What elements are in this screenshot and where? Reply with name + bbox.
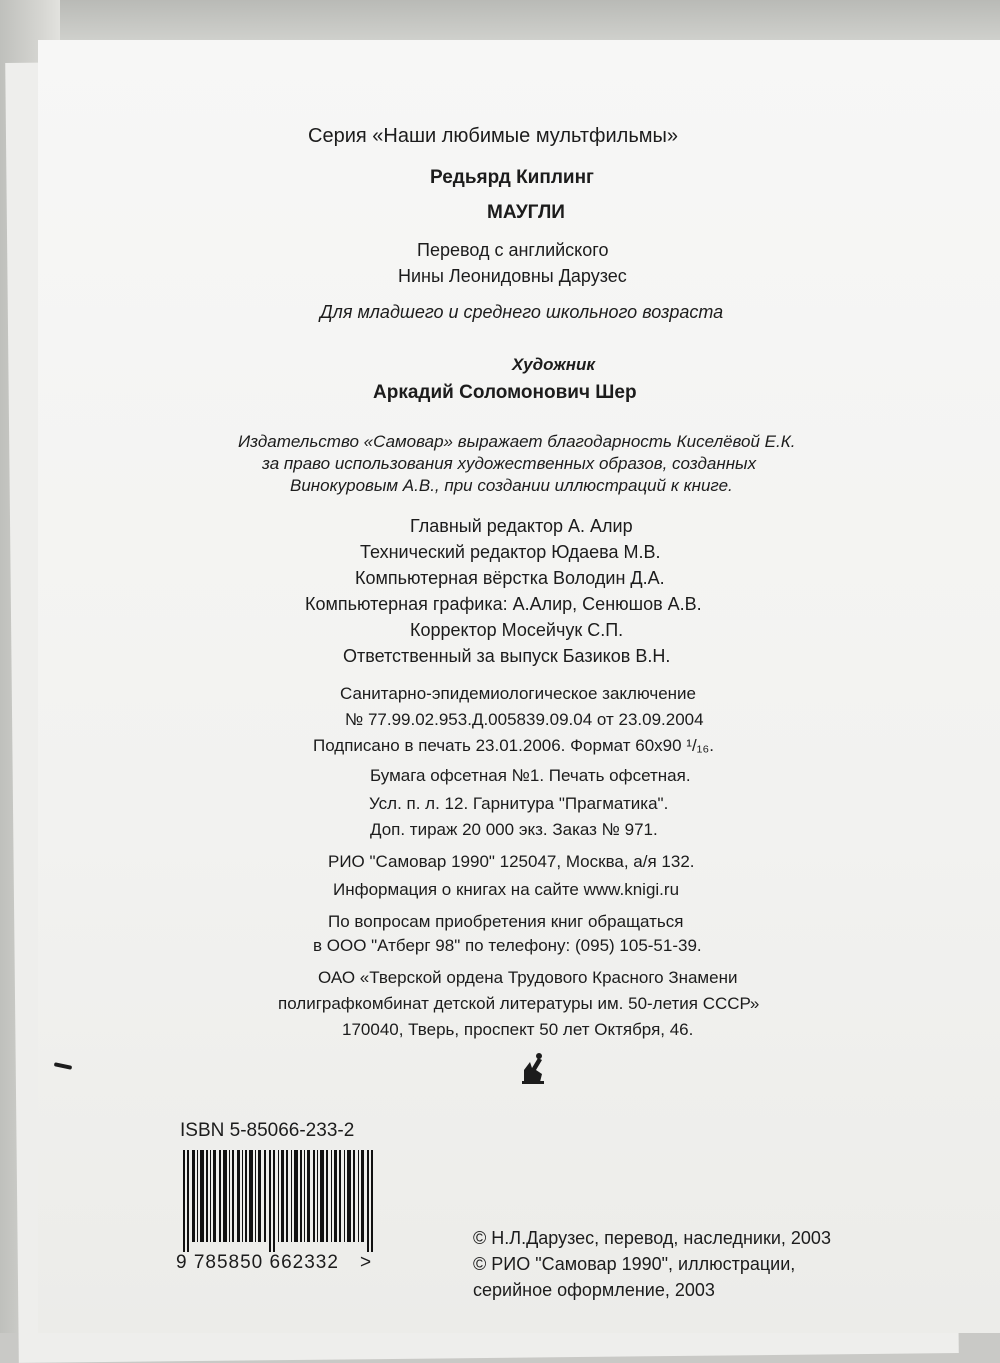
publisher-logo-icon	[520, 1052, 548, 1084]
credit-responsible: Ответственный за выпуск Базиков В.Н.	[343, 646, 671, 666]
printer-line-1: ОАО «Тверской ордена Трудового Красного Знамени	[318, 968, 738, 987]
series-title: Серия «Наши любимые мультфильмы»	[308, 125, 678, 147]
imprint-sanitary-number: № 77.99.02.953.Д.005839.09.04 от 23.09.2004	[345, 710, 704, 729]
barcode-icon	[183, 1150, 375, 1252]
imprint-signed: Подписано в печать 23.01.2006. Формат 60x90 ¹/₁₆.	[313, 736, 714, 755]
purchase-line-1: По вопросам приобретения книг обращаться	[328, 912, 684, 931]
imprint-paper: Бумага офсетная №1. Печать офсетная.	[370, 766, 691, 785]
credit-graphics: Компьютерная графика: А.Алир, Сенюшов А.В.	[305, 594, 702, 614]
pen-mark	[54, 1062, 72, 1070]
credit-tech-editor: Технический редактор Юдаева М.В.	[360, 542, 661, 562]
isbn-number: ISBN 5-85066-233-2	[180, 1120, 355, 1141]
thanks-line-2: за право использования художественных образов, созданных	[262, 454, 757, 473]
copyright-line-1: © Н.Л.Дарузес, перевод, наследники, 2003	[473, 1228, 831, 1248]
credit-proofreader: Корректор Мосейчук С.П.	[410, 620, 624, 640]
credit-editor: Главный редактор А. Алир	[410, 516, 633, 536]
printer-line-3: 170040, Тверь, проспект 50 лет Октября, 46.	[342, 1020, 694, 1039]
imprint-font: Усл. п. л. 12. Гарнитура "Прагматика".	[369, 794, 669, 813]
barcode-digits: 9 785850 662332	[176, 1252, 339, 1273]
purchase-line-2: в ООО "Атберг 98" по телефону: (095) 105-51-39.	[313, 936, 702, 955]
book-title: МАУГЛИ	[487, 202, 565, 223]
copyright-line-3: серийное оформление, 2003	[473, 1280, 715, 1300]
artist-name: Аркадий Соломонович Шер	[373, 382, 637, 403]
age-group: Для младшего и среднего школьного возраста	[320, 302, 724, 322]
translation-line-2: Нины Леонидовны Дарузес	[398, 266, 627, 286]
copyright-line-2: © РИО "Самовар 1990", иллюстрации,	[473, 1254, 796, 1274]
imprint-publisher-address: РИО "Самовар 1990" 125047, Москва, а/я 132.	[328, 852, 695, 871]
barcode-arrow-icon: >	[360, 1252, 372, 1273]
imprint-print-run: Доп. тираж 20 000 экз. Заказ № 971.	[370, 820, 658, 839]
thanks-line-1: Издательство «Самовар» выражает благодарность Киселёвой Е.К.	[238, 432, 796, 451]
author-name: Редьярд Киплинг	[430, 167, 594, 188]
artist-label: Художник	[512, 355, 596, 374]
printer-line-2: полиграфкомбинат детской литературы им. 50-летия СССР»	[278, 994, 760, 1013]
translation-line-1: Перевод с английского	[417, 240, 609, 260]
credit-layout: Компьютерная вёрстка Володин Д.А.	[355, 568, 665, 588]
imprint-sanitary: Санитарно-эпидемиологическое заключение	[340, 684, 696, 703]
thanks-line-3: Винокуровым А.В., при создании иллюстраций к книге.	[290, 476, 733, 495]
imprint-website: Информация о книгах на сайте www.knigi.ru	[333, 880, 680, 899]
